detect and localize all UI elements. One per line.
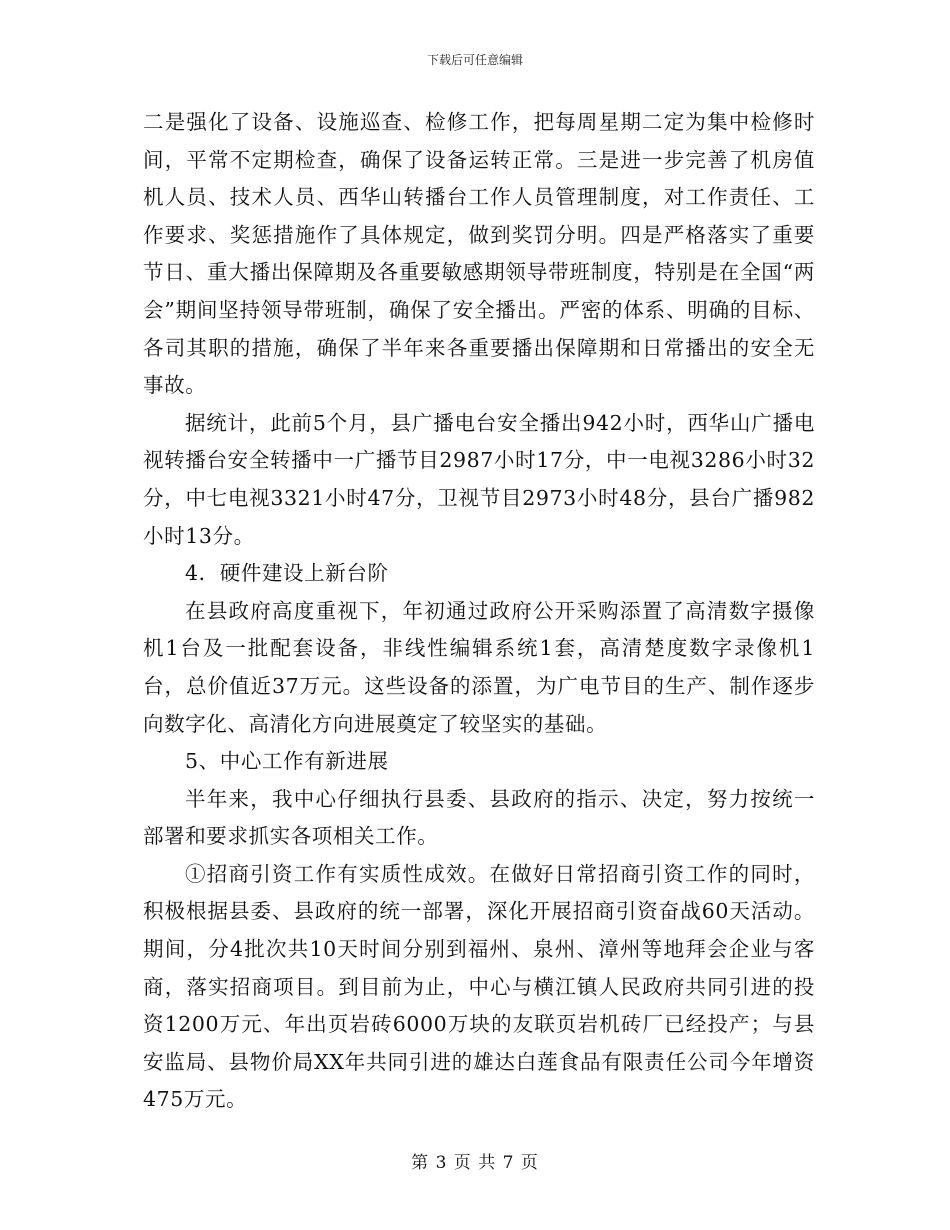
paragraph-central-work-summary: 半年来，我中心仔细执行县委、县政府的指示、决定，努力按统一部署和要求抓实各项相关工作。 [143,786,815,849]
document-body [143,104,815,1119]
paragraph-investment-results: ①招商引资工作有实质性成效。在做好日常招商引资工作的同时，积极根据县委、县政府的统一部署，深化开展招商引资奋战60天活动。期间，分4批次共10天时间分别到福州、泉州、漳州等地拜会企业与客商，落实招商项目。到目前为止，中心与横江镇人民政府共同引进的投资1200万元、年出页岩砖6000万块的友联页岩机砖厂已经投产；与县安监局、县物价局XX年共同引进的雄达白莲食品有限责任公司今年增资475万元。 [143,861,815,1112]
paragraph-safety-measures: 二是强化了设备、设施巡查、检修工作，把每周星期二定为集中检修时间，平常不定期检查，确保了设备运转正常。三是进一步完善了机房值机人员、技术人员、西华山转播台工作人员管理制度，对工作责任、工作要求、奖惩措施作了具体规定，做到奖罚分明。四是严格落实了重要节日、重大播出保障期及各重要敏感期领导带班制度，特别是在全国“两会”期间坚持领导带班制，确保了安全播出。严密的体系、明确的目标、各司其职的措施，确保了半年来各重要播出保障期和日常播出的安全无事故。 [143,110,815,398]
page-footer: 第 3 页 共 7 页 [411,1153,539,1173]
paragraph-broadcast-statistics: 据统计，此前5个月，县广播电台安全播出942小时，西华山广播电视转播台安全转播中一广播节目2987小时17分，中一电视3286小时32分，中七电视3321小时47分，卫视节目2973小时48分，县台广播982小时13分。 [143,410,815,548]
page-header: 下载后可任意编辑 [426,53,523,67]
section-heading-hardware: 4．硬件建设上新台阶 [185,561,389,586]
section-heading-central-work: 5、中心工作有新进展 [185,749,389,774]
paragraph-hardware-details: 在县政府高度重视下，年初通过政府公开采购添置了高清数字摄像机1台及一批配套设备，非线性编辑系统1套，高清楚度数字录像机1台，总价值近37万元。这些设备的添置，为广电节目的生产、制作逐步向数字化、高清化方向进展奠定了较坚实的基础。 [143,598,815,736]
